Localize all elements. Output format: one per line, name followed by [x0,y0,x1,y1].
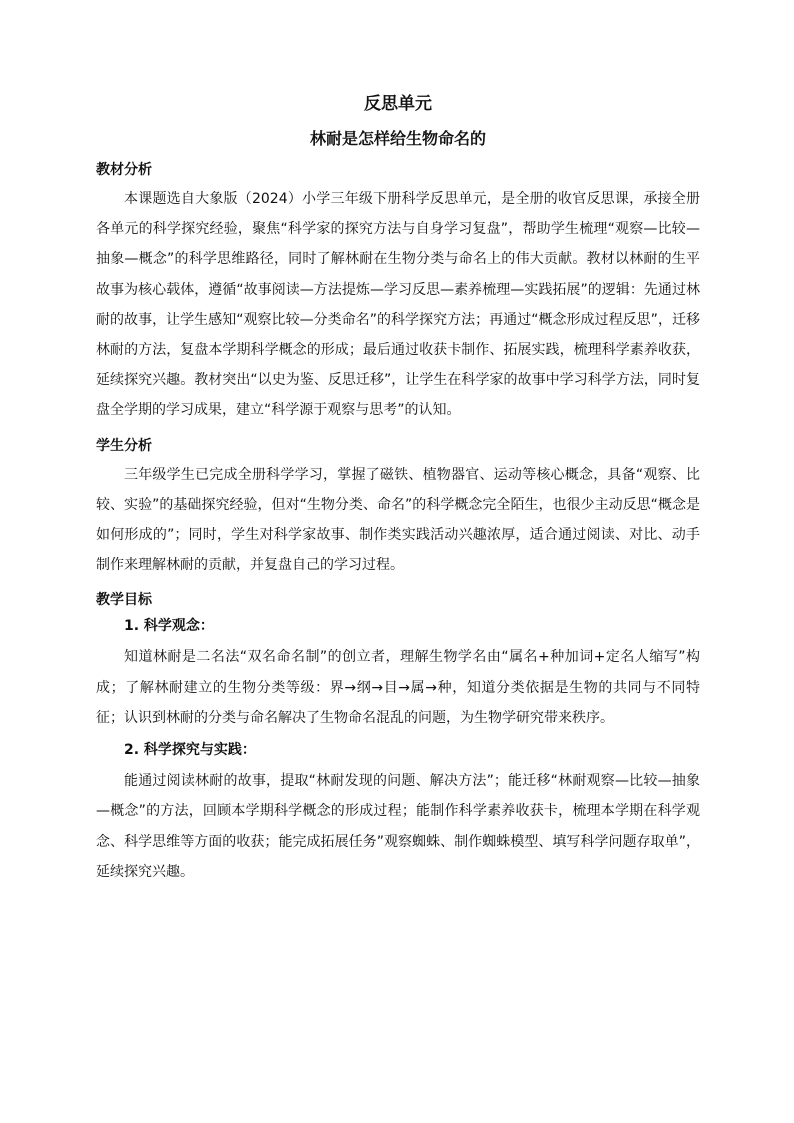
goal-heading-science-concepts: 1. 科学观念： [124,618,214,635]
document-subtitle: 林耐是怎样给生物命名的 [309,129,486,148]
paragraph-science-concepts: 知道林耐是二名法“双名命名制”的创立者，理解生物学名由“属名+种加词+定名人缩写”构成；了解林耐建立的生物分类等级：界→纲→目→属→种，知道分类依据是生物的共同与不同特征；认识到林耐的分类与命名解决了生物命名混乱的问题，为生物学研究带来秩序。 [96,649,700,727]
section-heading-teaching-goals: 教学目标 [96,592,152,609]
section-heading-textbook-analysis: 教材分析 [96,162,152,178]
section-heading-student-analysis: 学生分析 [96,437,152,454]
goal-heading-science-inquiry: 2. 科学探究与实践： [124,741,256,758]
paragraph-textbook-analysis: 本课题选自大象版（2024）小学三年级下册科学反思单元，是全册的收官反思课，承接全册各单元的科学探究经验，聚焦“科学家的探究方法与自身学习复盘”，帮助学生梳理“观察—比较—抽象—概念”的科学思维路径，同时了解林耐在生物分类与命名上的伟大贡献。教材以林耐的生平故事为核心载体，遵循“故事阅读—方法提炼—学习反思—素养梳理—实践拓展”的逻辑：先通过林耐的故事，让学生感知“观察比较—分类命名”的科学探究方法；再通过“概念形成过程反思”，迁移林耐的方法，复盘本学期科学概念的形成；最后通过收获卡制作、拓展实践，梳理科学素养收获，延续探究兴趣。教材突出“以史为鉴、反思迁移”，让学生在科学家的故事中学习科学方法，同时复盘全学期的学习成果，建立“科学源于观察与思考”的认知。 [96,191,700,419]
section-teaching-goals [96,590,700,888]
section-student-analysis [96,436,700,581]
section-textbook-analysis [96,160,700,426]
paragraph-science-inquiry: 能通过阅读林耐的故事，提取“林耐发现的问题、解决方法”；能迁移“林耐观察—比较—抽象—概念”的方法，回顾本学期科学概念的形成过程；能制作科学素养收获卡，梳理本学期在科学观念、科学思维等方面的收获；能完成拓展任务”观察蜘蛛、制作蜘蛛模型、填写科学问题存取单”，延续探究兴趣。 [96,772,700,881]
document-title: 反思单元 [364,94,432,114]
paragraph-student-analysis: 三年级学生已完成全册科学学习，掌握了磁铁、植物器官、运动等核心概念，具备“观察、比较、实验”的基础探究经验，但对“生物分类、命名”的科学概念完全陌生，也很少主动反思“概念是如何形成的”；同时，学生对科学家故事、制作类实践活动兴趣浓厚，适合通过阅读、对比、动手制作来理解林耐的贡献，并复盘自己的学习过程。 [96,466,700,574]
document-page [96,92,700,888]
